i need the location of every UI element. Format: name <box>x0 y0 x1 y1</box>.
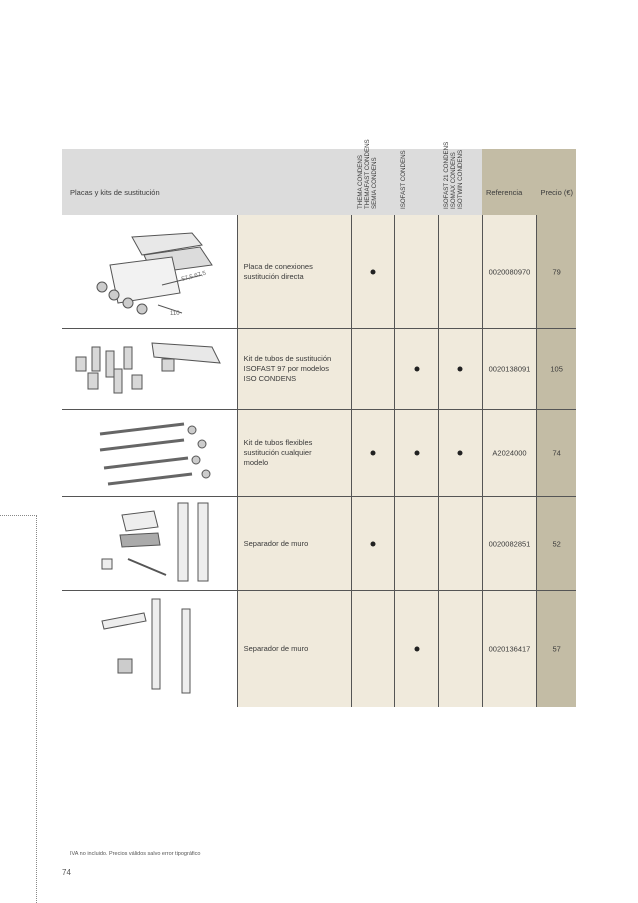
reference-text: 0020136417 <box>488 644 531 654</box>
compatibility-dot <box>371 451 376 456</box>
model-header-label: THEMA CONDENS THEMAFAST CONDENS SEMIA CONDENS <box>357 139 378 209</box>
table-header <box>62 139 576 215</box>
model-1-mark <box>352 215 396 328</box>
header-ref <box>482 149 536 215</box>
product-image-wall-spacer <box>62 497 238 590</box>
compatibility-dot <box>458 451 463 456</box>
product-description <box>238 591 352 707</box>
compatibility-dot <box>414 367 419 372</box>
description-text: Kit de tubos de sustitución ISOFAST 97 por modelos ISO CONDENS <box>243 354 332 383</box>
model-2-mark <box>395 497 439 590</box>
product-table <box>62 139 576 707</box>
header-model-1 <box>353 139 396 215</box>
product-image-pipe-kit <box>62 329 238 409</box>
header-model-3 <box>439 141 482 215</box>
price-cell <box>537 591 576 707</box>
table-row <box>62 329 576 410</box>
price-text: 57 <box>552 644 561 654</box>
ref-header-label: Referencia <box>486 188 523 197</box>
model-header-label: ISOFAST CONDENS <box>400 150 407 209</box>
reference-cell <box>483 497 538 590</box>
price-text: 105 <box>550 364 563 374</box>
price-text: 79 <box>552 267 561 276</box>
header-name-cell <box>62 149 353 215</box>
model-1-mark <box>352 329 396 409</box>
product-image-wall-spacer <box>62 591 238 707</box>
reference-cell <box>483 591 538 707</box>
model-1-mark <box>352 591 396 707</box>
price-text: 74 <box>552 448 561 458</box>
compatibility-dot <box>414 451 419 456</box>
product-image-flexible-pipes <box>62 410 238 496</box>
description-text: Placa de conexiones sustitución directa <box>243 261 313 281</box>
margin-guide-top <box>0 515 37 517</box>
price-cell <box>537 329 576 409</box>
model-1-mark <box>352 497 396 590</box>
header-model-2 <box>396 149 439 215</box>
price-cell <box>537 410 576 496</box>
model-3-mark <box>439 591 483 707</box>
svg-text:110: 110 <box>170 311 180 317</box>
product-description <box>238 215 352 328</box>
reference-cell <box>483 410 538 496</box>
reference-text: 0020082851 <box>488 539 531 548</box>
model-2-mark <box>395 329 439 409</box>
model-2-mark <box>395 591 439 707</box>
margin-guide <box>36 515 38 903</box>
description-text: Separador de muro <box>243 644 309 653</box>
model-3-mark <box>439 329 483 409</box>
page-number: 74 <box>62 868 71 877</box>
compatibility-dot <box>371 541 376 546</box>
table-row <box>62 215 576 329</box>
product-description <box>238 497 352 590</box>
model-3-mark <box>439 410 483 496</box>
description-text: Separador de muro <box>243 538 309 548</box>
price-header-label: Precio (€) <box>540 188 573 197</box>
compatibility-dot <box>458 367 463 372</box>
reference-text: A2024000 <box>492 448 527 458</box>
svg-text:57,5 67,5: 57,5 67,5 <box>180 270 207 283</box>
description-text: Kit de tubos flexibles sustitución cualquier modelo <box>243 438 313 467</box>
model-header-label: ISOFAST 21 CONDENS ISOMAX CONDENS ISOTWIN CONDENS <box>443 141 464 209</box>
model-3-mark <box>439 497 483 590</box>
reference-cell <box>483 329 538 409</box>
product-description <box>238 410 352 496</box>
price-text: 52 <box>552 539 561 548</box>
compatibility-dot <box>414 647 419 652</box>
compatibility-dot <box>371 269 376 274</box>
model-3-mark <box>439 215 483 328</box>
footnote: IVA no incluido. Precios válidos salvo error tipográfico <box>70 851 201 857</box>
model-2-mark <box>395 215 439 328</box>
reference-text: 0020080970 <box>488 267 531 276</box>
model-1-mark <box>352 410 396 496</box>
table-title: Placas y kits de sustitución <box>70 188 160 197</box>
product-description <box>238 329 352 409</box>
table-row <box>62 497 576 591</box>
reference-cell <box>483 215 538 328</box>
price-cell <box>537 497 576 590</box>
price-cell <box>537 215 576 328</box>
table-row <box>62 410 576 497</box>
table-row <box>62 591 576 707</box>
product-image-connection-plate <box>62 215 238 328</box>
model-2-mark <box>395 410 439 496</box>
reference-text: 0020138091 <box>488 364 531 374</box>
header-price <box>536 149 576 215</box>
